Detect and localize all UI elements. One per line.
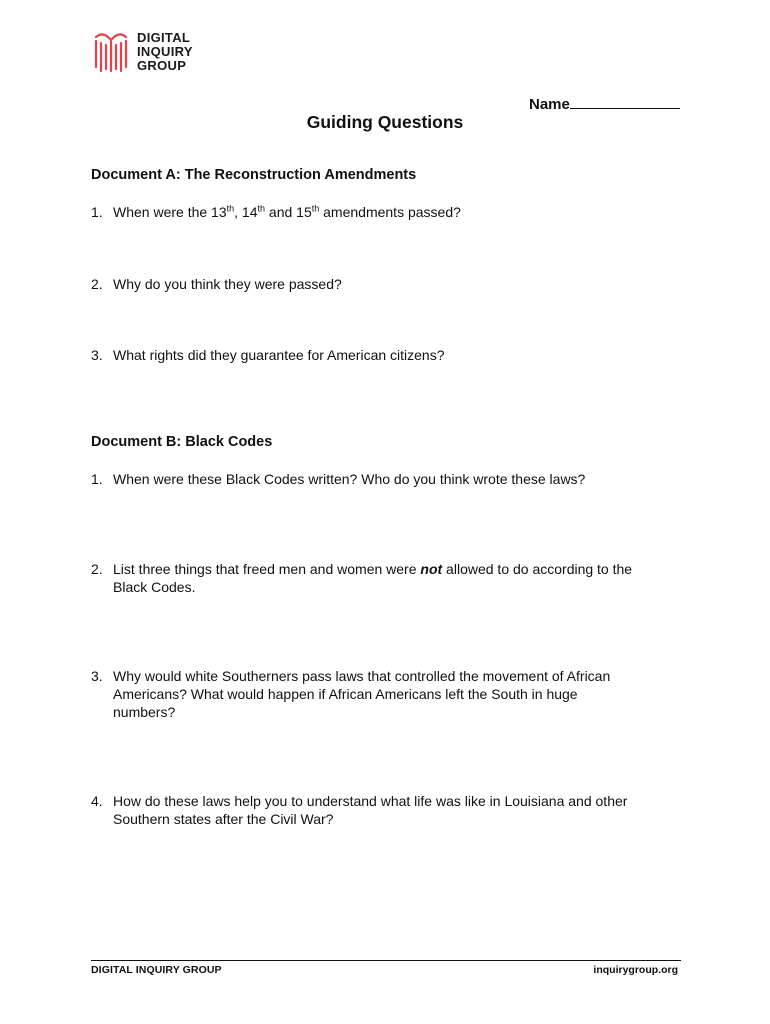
footer-organization: DIGITAL INQUIRY GROUP (91, 964, 222, 976)
logo-line-3: GROUP (137, 58, 187, 73)
footer-divider (91, 960, 681, 961)
question-text: Why do you think they were passed? (113, 276, 342, 292)
question-text: Why would white Southerners pass laws that controlled the movement of African Americans? What would happen if African Americans left the South in huge numbers? (113, 668, 611, 720)
emphasis-not: not (420, 561, 443, 577)
logo-line-2: INQUIRY (137, 44, 193, 59)
logo-mark-icon (93, 31, 129, 73)
logo-line-1: DIGITAL (137, 30, 191, 45)
question-text: When were these Black Codes written? Who do you think wrote these laws? (113, 471, 586, 487)
question-text: How do these laws help you to understand what life was like in Louisiana and other Southern states after the Civil War? (113, 793, 628, 827)
question-number: 1. (91, 204, 103, 220)
document-b-heading: Document B: Black Codes (91, 434, 273, 450)
logo-wordmark (137, 31, 193, 73)
footer-website: inquirygroup.org (593, 964, 678, 976)
question-number: 2. (91, 561, 103, 577)
name-blank-line[interactable] (570, 94, 680, 109)
digital-inquiry-group-logo (93, 31, 233, 75)
question-number: 1. (91, 471, 103, 487)
question-text: List three things that freed men and women were not allowed to do according to the Black Codes. (113, 561, 633, 595)
question-number: 4. (91, 793, 103, 809)
name-label: Name (529, 96, 570, 113)
document-a-heading: Document A: The Reconstruction Amendments (91, 167, 417, 183)
question-number: 3. (91, 668, 103, 684)
question-text: What rights did they guarantee for American citizens? (113, 347, 445, 363)
question-text: When were the 13th, 14th and 15th amendments passed? (113, 203, 461, 220)
name-field (529, 94, 680, 113)
page-title: Guiding Questions (306, 112, 464, 132)
question-number: 3. (91, 347, 103, 363)
question-number: 2. (91, 276, 103, 292)
